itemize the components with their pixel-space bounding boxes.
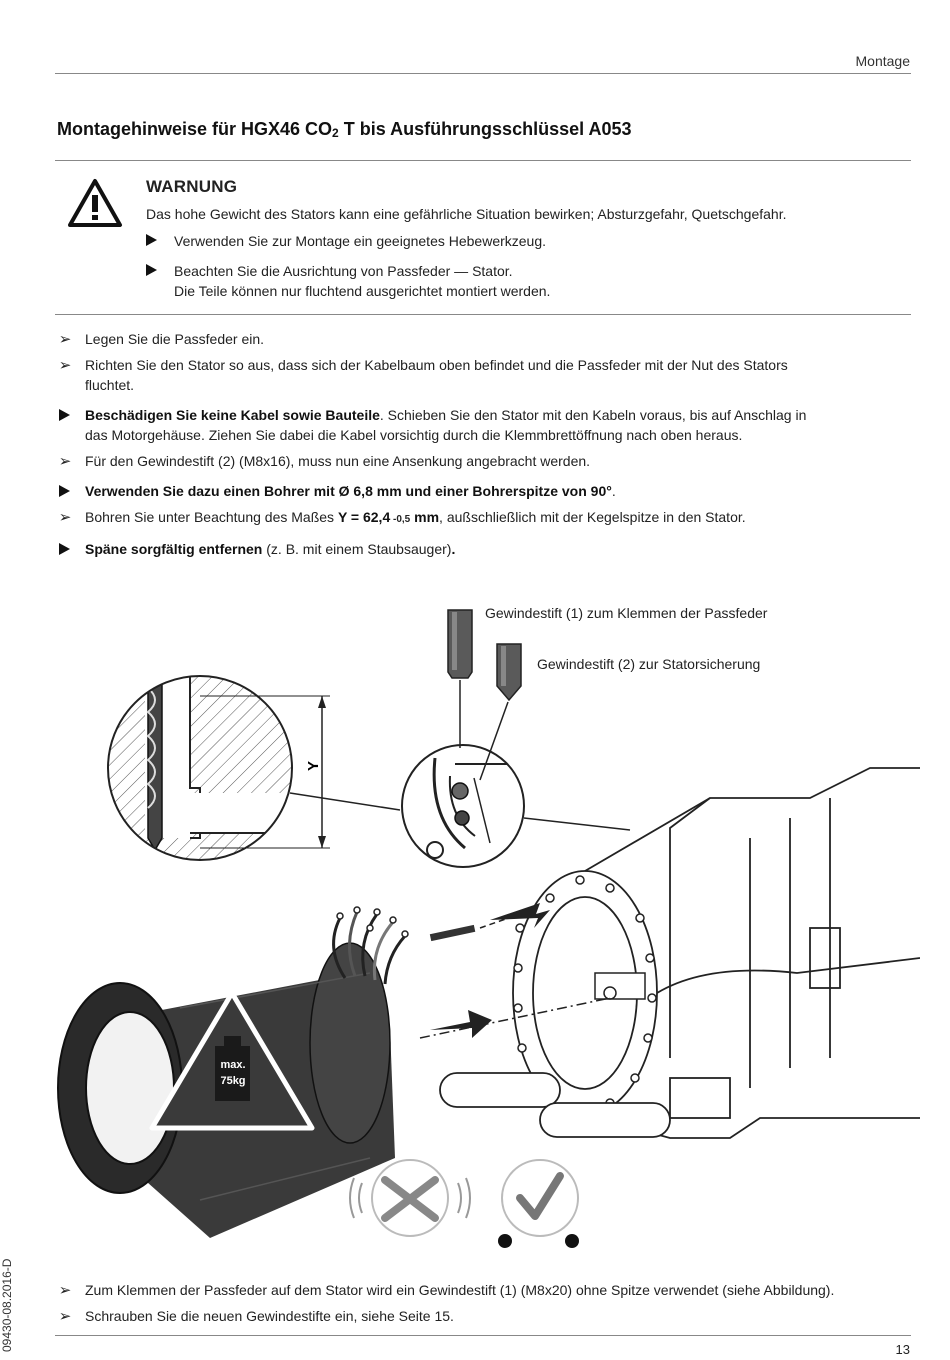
- incorrect-method-icon: [350, 1160, 470, 1236]
- weight-label-line1: max.: [220, 1059, 246, 1071]
- dimension-y-label: Y: [305, 760, 322, 772]
- title-rule: [55, 160, 911, 161]
- triangle-bullet-icon: [59, 543, 70, 555]
- arrow-bullet-icon: ➢: [58, 1282, 72, 1299]
- triangle-bullet-icon: [146, 264, 157, 276]
- arrow-bullet-icon: ➢: [58, 453, 72, 470]
- stator-assembly-illustration: [50, 598, 920, 1263]
- triangle-bullet-icon: [59, 409, 70, 421]
- warning-text: Das hohe Gewicht des Stators kann eine gefährliche Situation bewirken; Absturzgefahr, Quetschgefahr.: [146, 206, 787, 222]
- weight-label-line2: 75kg: [220, 1075, 246, 1087]
- triangle-bullet-icon: [146, 234, 157, 246]
- arrow-bullet-icon: ➢: [58, 331, 72, 348]
- triangle-bullet-icon: [59, 485, 70, 497]
- callout-set-screw-2: Gewindestift (2) zur Statorsicherung: [537, 656, 761, 672]
- warning-heading: WARNUNG: [146, 177, 238, 196]
- warning-item: Verwenden Sie zur Montage ein geeignetes Hebewerkzeug.: [146, 231, 906, 251]
- arrow-bullet-icon: ➢: [58, 357, 72, 374]
- arrow-right-icon: [430, 1010, 492, 1038]
- page-number: 13: [895, 1342, 910, 1357]
- arrow-bullet-icon: ➢: [58, 509, 72, 526]
- page-title: Montagehinweise für HGX46 $CO_2$ T bis Ausführungsschlüssel A053: [57, 119, 632, 140]
- header-section-label: Montage: [855, 53, 910, 69]
- arrow-bullet-icon: ➢: [58, 1308, 72, 1325]
- key-part-icon: [430, 925, 475, 941]
- warning-triangle-icon: [67, 178, 123, 233]
- warning-rule: [55, 314, 911, 315]
- callout-set-screw-1: Gewindestift (1) zum Klemmen der Passfeder: [485, 605, 768, 621]
- warning-item: Beachten Sie die Ausrichtung von Passfeder — Stator. Die Teile können nur fluchtend ausgerichtet montiert werden.: [146, 261, 906, 301]
- header-rule: [55, 73, 911, 74]
- set-screw-1-icon: [448, 610, 472, 678]
- document-code: 09430-08.2016-D: [0, 1258, 14, 1352]
- footer-rule: [55, 1335, 911, 1336]
- correct-method-icon: [498, 1160, 579, 1248]
- set-screw-2-icon: [497, 644, 521, 700]
